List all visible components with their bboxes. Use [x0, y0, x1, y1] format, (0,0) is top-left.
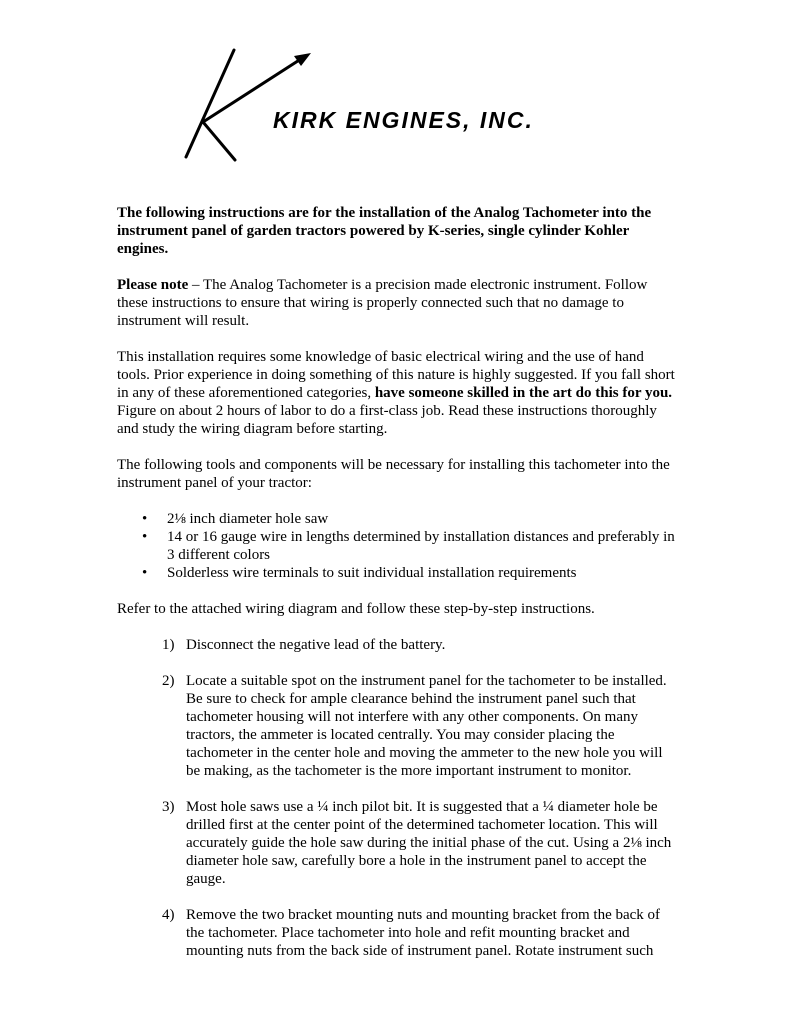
logo-arrow-head	[294, 53, 311, 66]
steps-list	[117, 636, 677, 960]
step-item	[117, 636, 677, 654]
logo-stroke-lower-diagonal	[203, 122, 235, 160]
tool-item	[117, 528, 677, 564]
company-name: KIRK ENGINES, INC.	[273, 107, 534, 133]
step-text: Most hole saws use a ¼ inch pilot bit. It is suggested that a ¼ diameter hole be drilled first at the center point of the determined tachometer location. This will accurately guide the hole saw during the initial phase of the cut. Using a 2⅛ inch diameter hole saw, carefully bore a hole in the instrument panel to accept the gauge.	[186, 799, 672, 887]
tools-list	[117, 510, 677, 582]
requirements-paragraph	[117, 348, 677, 438]
step-number: 4)	[162, 907, 175, 923]
tool-item	[117, 510, 677, 528]
document-body	[117, 204, 677, 978]
step-text: Remove the two bracket mounting nuts and mounting bracket from the back of the tachometer. Place tachometer into hole and refit mounting bracket and mounting nuts from the back side of instrument panel. Rotate instrument such	[186, 907, 661, 959]
tools-intro-paragraph: The following tools and components will be necessary for installing this tachometer into the instrument panel of your tractor:	[117, 457, 670, 491]
steps-intro-paragraph: Refer to the attached wiring diagram and follow these step-by-step instructions.	[117, 601, 595, 617]
kirk-engines-logo	[178, 44, 328, 166]
step-number: 2)	[162, 673, 175, 689]
step-item	[117, 798, 677, 888]
note-label: Please note	[117, 277, 189, 293]
step-number: 1)	[162, 637, 175, 653]
step-text: Disconnect the negative lead of the battery.	[186, 637, 446, 653]
bullet-icon: •	[142, 565, 148, 581]
tool-item-text: 14 or 16 gauge wire in lengths determined by installation distances and preferably in 3 different colors	[167, 529, 675, 563]
tool-item-text: Solderless wire terminals to suit individual installation requirements	[167, 565, 577, 581]
intro-paragraph: The following instructions are for the installation of the Analog Tachometer into the instrument panel of garden tractors powered by K-series, single cylinder Kohler engines.	[117, 205, 652, 257]
requirements-text-before: This installation requires some knowledge of basic electrical wiring and the use of hand tools. Prior experience in doing something of this nature is highly suggested. If you fall short in any of these aforementioned categories,	[117, 349, 675, 401]
note-paragraph	[117, 276, 677, 330]
step-number: 3)	[162, 799, 175, 815]
requirements-text-after: Figure on about 2 hours of labor to do a first-class job. Read these instructions thoroughly and study the wiring diagram before starting.	[117, 403, 657, 437]
logo-stroke-vertical	[186, 50, 234, 157]
tool-item-text: 2⅛ inch diameter hole saw	[167, 511, 329, 527]
bullet-icon: •	[142, 511, 148, 527]
tool-item	[117, 564, 677, 582]
note-text: – The Analog Tachometer is a precision made electronic instrument. Follow these instructions to ensure that wiring is properly connected such that no damage to instrument will result.	[117, 277, 648, 329]
step-text: Locate a suitable spot on the instrument panel for the tachometer to be installed. Be sure to check for ample clearance behind the instrument panel such that tachometer housing will not interfere with any other components. On many tractors, the ammeter is located centrally. You may consider placing the tachometer in the center hole and moving the ammeter to the new hole you will be making, as the tachometer is the more important instrument to monitor.	[186, 673, 667, 779]
step-item	[117, 672, 677, 780]
step-item	[117, 906, 677, 960]
bullet-icon: •	[142, 529, 148, 545]
requirements-text-bold: have someone skilled in the art do this for you.	[374, 385, 673, 401]
